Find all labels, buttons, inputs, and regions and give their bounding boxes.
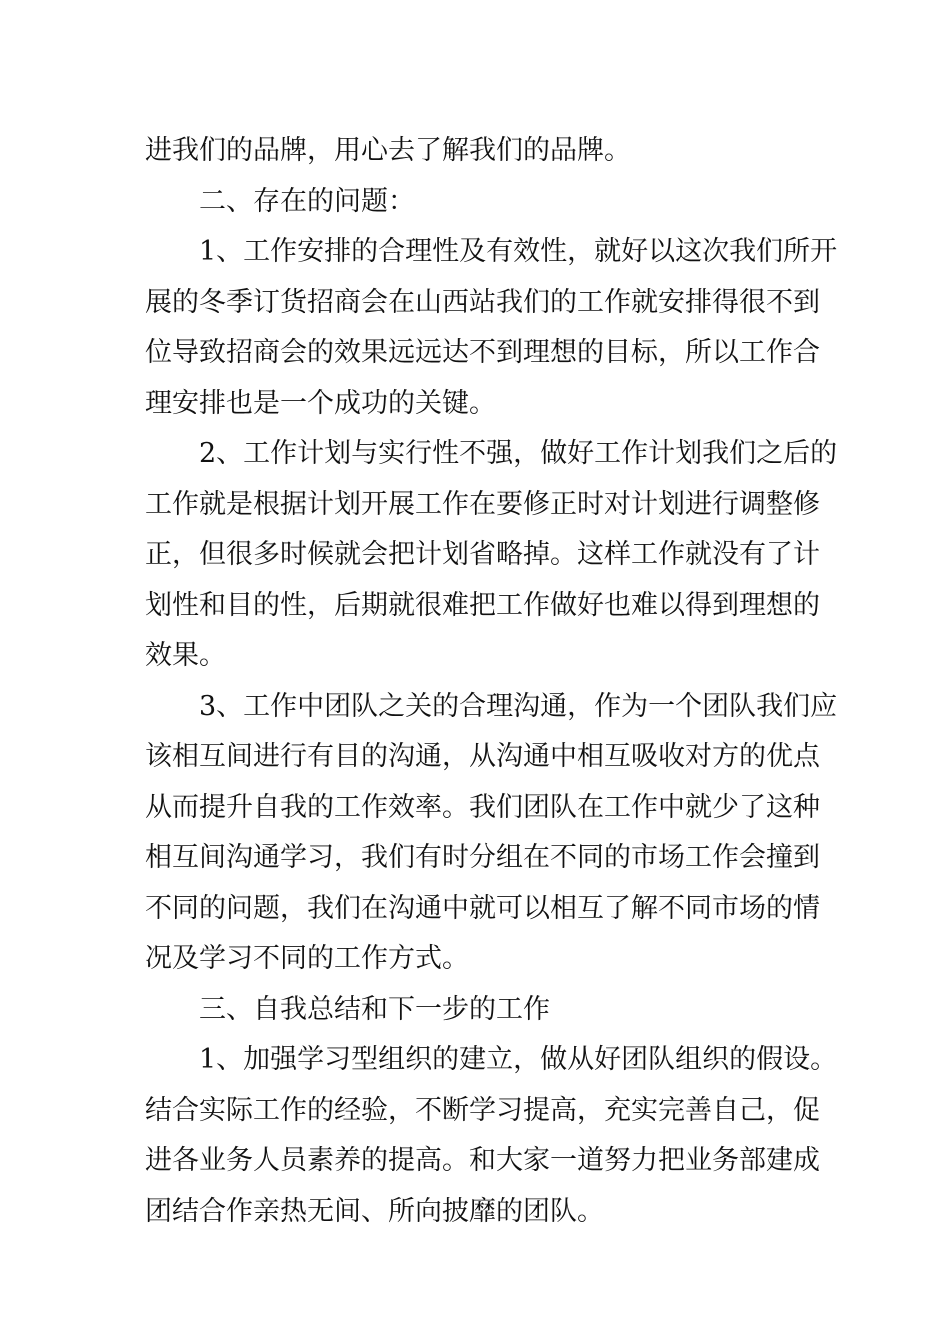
paragraph-problem-1-line: 展的冬季订货招商会在山西站我们的工作就安排得很不到 bbox=[145, 286, 820, 318]
paragraph-problem-3-line: 不同的问题，我们在沟通中就可以相互了解不同市场的情 bbox=[145, 892, 820, 924]
paragraph-problem-1-line: 1、工作安排的合理性及有效性，就好以这次我们所开 bbox=[199, 236, 838, 267]
paragraph-summary-1-line: 团结合作亲热无间、所向披靡的团队。 bbox=[145, 1195, 604, 1227]
paragraph-problem-2-line: 2、工作计划与实行性不强，做好工作计划我们之后的 bbox=[199, 438, 838, 469]
paragraph-problem-3-line: 况及学习不同的工作方式。 bbox=[145, 943, 469, 974]
section-heading-summary: 三、自我总结和下一步的工作 bbox=[199, 993, 550, 1025]
paragraph-problem-2-line: 效果。 bbox=[145, 640, 226, 671]
paragraph-problem-2-line: 工作就是根据计划开展工作在要修正时对计划进行调整修 bbox=[145, 488, 820, 520]
paragraph-problem-3-line: 该相互间进行有目的沟通，从沟通中相互吸收对方的优点 bbox=[145, 741, 820, 772]
paragraph-problem-1-line: 位导致招商会的效果远远达不到理想的目标，所以工作合 bbox=[145, 337, 820, 368]
paragraph-continuation: 进我们的品牌，用心去了解我们的品牌。 bbox=[145, 135, 631, 166]
paragraph-summary-1-line: 进各业务人员素养的提高。和大家一道努力把业务部建成 bbox=[145, 1145, 820, 1176]
paragraph-problem-3-line: 相互间沟通学习，我们有时分组在不同的市场工作会撞到 bbox=[145, 842, 820, 873]
paragraph-problem-2-line: 划性和目的性，后期就很难把工作做好也难以得到理想的 bbox=[145, 589, 820, 621]
document-body bbox=[145, 126, 838, 1237]
paragraph-problem-3-line: 3、工作中团队之关的合理沟通，作为一个团队我们应 bbox=[199, 690, 838, 722]
paragraph-summary-1-line: 结合实际工作的经验，不断学习提高，充实完善自己，促 bbox=[145, 1094, 820, 1126]
section-heading-problems: 二、存在的问题： bbox=[199, 185, 415, 217]
paragraph-problem-2-line: 正，但很多时候就会把计划省略掉。这样工作就没有了计 bbox=[145, 539, 820, 570]
paragraph-problem-3-line: 从而提升自我的工作效率。我们团队在工作中就少了这种 bbox=[145, 791, 820, 823]
paragraph-problem-1-line: 理安排也是一个成功的关键。 bbox=[145, 387, 496, 419]
paragraph-summary-1-line: 1、加强学习型组织的建立，做从好团队组织的假设。 bbox=[199, 1044, 838, 1075]
